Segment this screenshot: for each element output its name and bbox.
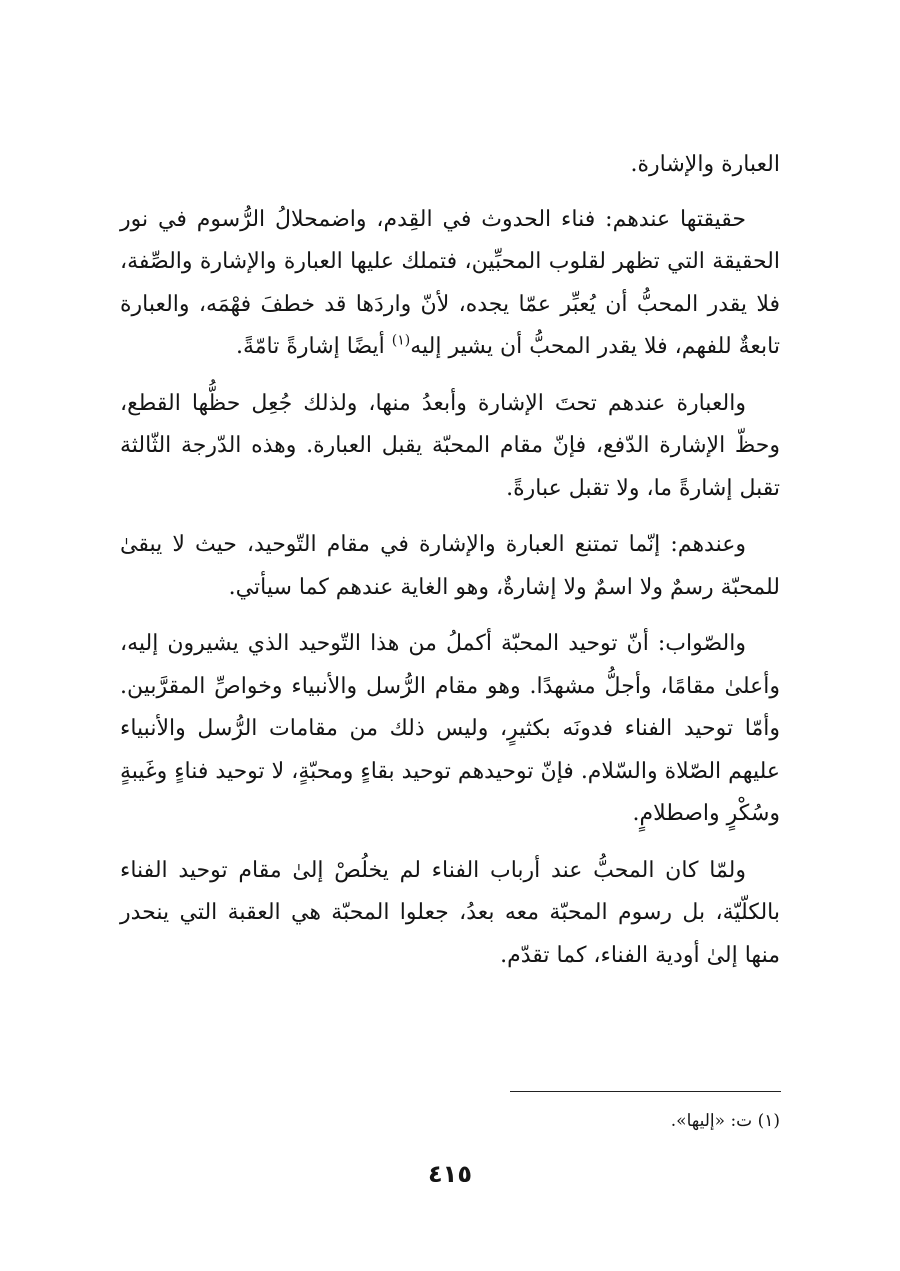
paragraph: والصّواب: أنّ توحيد المحبّة أكملُ من هذا التّوحيد الذي يشيرون إليه، وأعلىٰ مقامًا، وأجلُّ مشهدًا. وهو مقام الرُّسل والأنبياء وخواصِّ المقرَّبين. وأمّا توحيد الفناء فدونَه بكثيرٍ، وليس ذلك من مقامات الرُّسل والأنبياء عليهم الصّلاة والسّلام. فإنّ توحيدهم توحيد بقاءٍ ومحبّةٍ، لا توحيد فناءٍ وغَيبةٍ وسُكْرٍ واصطلامٍ. bbox=[120, 631, 780, 826]
paragraph: والعبارة عندهم تحتَ الإشارة وأبعدُ منها، ولذلك جُعِل حظُّها القطع، وحظّ الإشارة الدّفع، فإنّ مقام المحبّة يقبل العبارة. وهذه الدّرجة الثّالثة تقبل إشارةً ما، ولا تقبل عبارةً. bbox=[120, 390, 780, 501]
paragraph: وعندهم: إنّما تمتنع العبارة والإشارة في مقام التّوحيد، حيث لا يبقىٰ للمحبّة رسمٌ ولا اسمٌ ولا إشارةٌ، وهو الغاية عندهم كما سيأتي. bbox=[120, 532, 780, 600]
footnote-separator bbox=[510, 1091, 781, 1092]
main-text bbox=[120, 144, 780, 991]
page-number: ٤١٥ bbox=[428, 1160, 472, 1188]
footnote: (١) ت: «إليها». bbox=[670, 1111, 780, 1131]
paragraph-text: حقيقتها عندهم: فناء الحدوث في القِدم، واضمحلالُ الرُّسوم في نور الحقيقة التي تظهر لقلوب المحبِّين، فتملك عليها العبارة والإشارة والصِّفة، فلا يقدر المحبُّ أن يُعبِّر عمّا يجده، لأنّ واردَها قد خطفَ فهْمَه، والعبارة تابعةٌ للفهم، فلا يقدر المحبُّ أن يشير إليه bbox=[120, 206, 781, 359]
paragraph-text-tail: أيضًا إشارةً تامّةً. bbox=[235, 334, 385, 359]
paragraph-continuation: العبارة والإشارة. bbox=[630, 152, 780, 177]
paragraph bbox=[120, 199, 780, 369]
footnote-reference[interactable]: (١) bbox=[391, 332, 411, 349]
paragraph: ولمّا كان المحبُّ عند أرباب الفناء لم يخلُصْ إلىٰ مقام توحيد الفناء بالكلّيّة، بل رسوم المحبّة معه بعدُ، جعلوا المحبّة هي العقبة التي ينحدر منها إلىٰ أودية الفناء، كما تقدّم. bbox=[120, 857, 780, 968]
